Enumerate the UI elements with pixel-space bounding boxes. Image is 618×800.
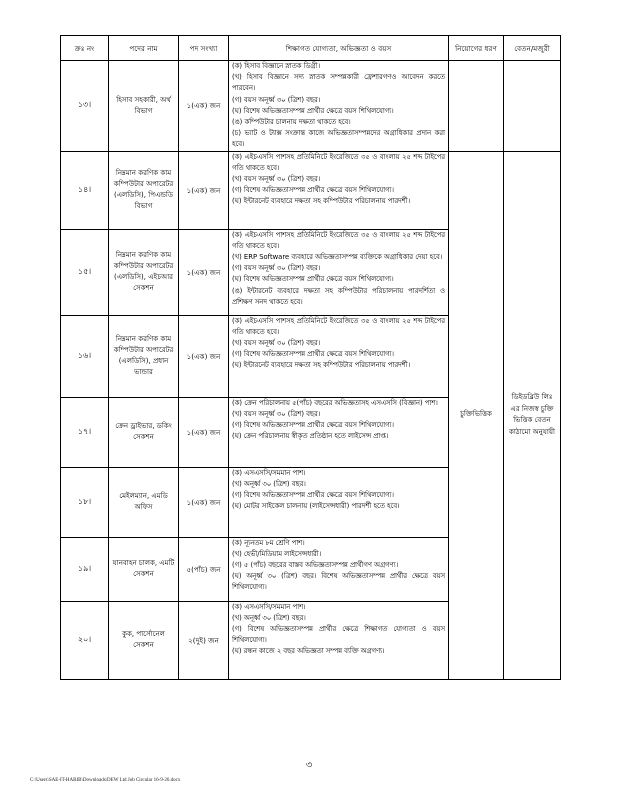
row-post-count: ১(এক) জন [179,61,229,152]
appointment-type-cell: চুক্তিভিত্তিক [449,151,504,679]
row-serial: ২০। [61,601,109,679]
requirement-item: (গ) বিশেষ অভিজ্ঞতাসম্পন্ন প্রার্থীর ক্ষেত্রে বয়স শিথিলযোগ্য। [232,491,394,500]
row-post-name: কুক, পার্সোনেল সেকশন [109,601,179,679]
row-post-count: ১(এক) জন [179,229,229,315]
requirement-item: (ক) এইচএসসি পাশসহ প্রতিমিনিটে ইংরেজিতে ৩৫ ও বাংলায় ২৫ শব্দ টাইপের গতি থাকতে হবে। [232,316,445,336]
header-post-name: পদের নাম [109,36,179,61]
header-salary: বেতন/মজুরী [504,36,561,61]
requirement-item: (ঘ) বিশেষ অভিজ্ঞতাসম্পন্ন প্রার্থীর ক্ষেত্রে বয়স শিথিলযোগ্য। [232,275,394,284]
row-requirements [229,151,449,229]
row-serial: ১৪। [61,151,109,229]
row-requirements [229,229,449,315]
salary-cell: ডিইডব্লিউ লিঃ এর নিজস্ব চুক্তি ভিত্তিক বেতন কাঠামো অনুযায়ী [504,151,561,679]
row-requirements [229,61,449,152]
row-post-count: ২(দুই) জন [179,601,229,679]
requirement-item: (খ) অনূর্ধ্ব ৩০ (ত্রিশ) বছর। [232,613,306,622]
header-serial: ক্রঃ নং [61,36,109,61]
requirement-item: (খ) হিসাব বিজ্ঞানে সদ্য স্নাতক সম্পন্নকারী ফ্রেশারগণও আবেদন করতে পারবেন। [232,73,445,93]
row-post-name: নিম্নমান করণিক কাম কম্পিউটার অপারেটর (এলডিসি), প্রধান ভান্ডার [109,315,179,397]
row-requirements [229,537,449,601]
header-appointment-type: নিয়োগের ধরণ [449,36,504,61]
requirement-item: (ঘ) মোটর সাইকেল চালনায় (লাইসেন্সধারী) পারদর্শী হতে হবে। [232,502,400,511]
requirement-item: (ঘ) ইন্টারনেট ব্যবহারে দক্ষতা সহ কম্পিউটার পরিচালনায় পারদর্শী। [232,361,411,370]
requirement-item: (ঘ) ইন্টারনেট ব্যবহারে দক্ষতা সহ কম্পিউটার পরিচালনায় পারদর্শী। [232,197,411,206]
table-header-row [61,36,561,61]
row-post-count: ১(এক) জন [179,467,229,537]
appointment-type-cell-empty [449,61,504,152]
requirement-item: (ক) এসএসসি/সমমান পাশ। [232,602,306,611]
requirement-item: (ঘ) বিশেষ অভিজ্ঞতাসম্পন্ন প্রার্থীর ক্ষেত্রে বয়স শিথিলযোগ্য। [232,106,394,115]
row-serial: ১৮। [61,467,109,537]
row-serial: ১৬। [61,315,109,397]
requirement-item: (ঘ) অনূর্ধ্ব ৩০ (ত্রিশ) বছর। বিশেষ অভিজ্ঞতাসম্পন্ন প্রার্থীর ক্ষেত্রে বয়স শিথিলযোগ্য। [232,572,445,592]
requirement-item: (গ) বয়স অনূর্ধ্ব ৩০ (ত্রিশ) বছর। [232,264,321,273]
requirement-item: (গ) বিশেষ অভিজ্ঞতাসম্পন্ন প্রার্থীর ক্ষেত্রে বয়স শিথিলযোগ্য। [232,186,394,195]
row-post-count: ১(এক) জন [179,397,229,467]
requirement-item: (খ) অনূর্ধ্ব ৩০ (ত্রিশ) বছর। [232,479,306,488]
row-serial: ১৩। [61,61,109,152]
requirement-item: (গ) বিশেষ অভিজ্ঞতাসম্পন্ন প্রার্থীর ক্ষেত্রে শিক্ষাগত যোগ্যতা ও বয়স শিথিলযোগ্য। [232,625,445,645]
requirement-item: (গ) বিশেষ অভিজ্ঞতাসম্পন্ন প্রার্থীর ক্ষেত্রে বয়স শিথিলযোগ্য। [232,350,394,359]
row-post-name: মেইলম্যান, এমডি অফিস [109,467,179,537]
row-requirements [229,315,449,397]
row-post-name: নিম্নমান করণিক কাম কম্পিউটার অপারেটর (এলডিসি), এইচআর সেকশন [109,229,179,315]
file-path-footer: C:\Users\SAE-IT-HABIB\Downloads\DEW Ltd Job Circular 16-9-26.docx [30,778,181,783]
row-requirements [229,601,449,679]
row-serial: ১৯। [61,537,109,601]
row-requirements [229,397,449,467]
requirement-item: (খ) হেভী/মিডিয়াম লাইসেন্সধারী। [232,549,322,558]
requirement-item: (খ) বয়স অনূর্ধ্ব ৩০ (ত্রিশ) বছর। [232,175,321,184]
table-row [61,61,561,152]
requirement-item: (ক) হিসাব বিজ্ঞানে স্নাতক ডিগ্রী। [232,62,320,70]
requirement-item: (চ) ভ্যাট ও ট্যাক্স সংক্রান্ত কাজে অভিজ্ঞতাসম্পন্নদের অগ্রাধিকার প্রদান করা হবে। [232,129,445,149]
row-post-count: ১(এক) জন [179,315,229,397]
requirement-item: (ক) এইচএসসি পাশসহ প্রতিমিনিটে ইংরেজিতে ৩৫ ও বাংলায় ২৫ শব্দ টাইপের গতি থাকতে হবে। [232,230,445,250]
header-post-count: পদ সংখ্যা [179,36,229,61]
requirement-item: (ক) এসএসসি/সমমান পাশ। [232,468,306,477]
row-serial: ১৫। [61,229,109,315]
header-requirements: শিক্ষাগত যোগ্যতা, অভিজ্ঞতা ও বয়স [229,36,449,61]
row-post-name: যানবাহন চালক, এমটি সেকশন [109,537,179,601]
job-circular-table [60,35,561,680]
requirement-item: (গ) ৫ (পাঁচ) বছরের বাস্তব অভিজ্ঞতাসম্পন্ন প্রার্থীগণ অগ্রগণ্য। [232,561,399,570]
requirement-item: (ক) ক্রেন পরিচালনায় ৫(পাঁচ) বছরের অভিজ্ঞতাসহ এসএসসি (বিজ্ঞান) পাশ। [232,398,438,407]
requirement-item: (গ) বয়স অনূর্ধ্ব ৩০ (ত্রিশ) বছর। [232,95,321,104]
row-post-name: ক্রেন ড্রাইভার, ডকিং সেকশন [109,397,179,467]
row-post-count: ৫(পাঁচ) জন [179,537,229,601]
requirement-item: (ঘ) ক্রেন পরিচালনায় স্বীকৃত প্রতিষ্ঠান হতে লাইসেন্স প্রাপ্ত। [232,432,389,441]
row-serial: ১৭। [61,397,109,467]
salary-cell-empty [504,61,561,152]
row-post-name: নিম্নমান করণিক কাম কম্পিউটার অপারেটর (এলডিসি), পিএন্ডডি বিভাগ [109,151,179,229]
requirement-item: (খ) বয়স অনূর্ধ্ব ৩০ (ত্রিশ) বছর। [232,409,321,418]
requirement-item: (ক) এইচএসসি পাশসহ প্রতিমিনিটে ইংরেজিতে ৩৫ ও বাংলায় ২৫ শব্দ টাইপের গতি থাকতে হবে। [232,152,445,172]
requirement-item: (ঘ) রন্ধন কাজে ২ বছর অভিজ্ঞতা সম্পন্ন ব্যক্তি অগ্রগণ্য। [232,647,385,656]
requirement-item: (ঙ) ইন্টারনেট ব্যবহারে দক্ষতা সহ কম্পিউটার পরিচালনায় পারদর্শিতা ও প্রশিক্ষণ সনদ থাকতে হবে। [232,286,445,306]
requirement-item: (ক) ন্যূনতম ৮ম শ্রেণি পাশ। [232,538,305,547]
row-post-name: হিসাব সহকারী, অর্থ বিভাগ [109,61,179,152]
requirement-item: (খ) ERP Software ব্যবহারে অভিজ্ঞতাসম্পন্ন ব্যক্তিকে অগ্রাধিকার দেয়া হবে। [232,253,443,262]
requirement-item: (ঙ) কম্পিউটার চালনায় দক্ষতা থাকতে হবে। [232,118,351,127]
table-row [61,151,561,229]
row-post-count: ১(এক) জন [179,151,229,229]
row-requirements [229,467,449,537]
requirement-item: (গ) বিশেষ অভিজ্ঞতাসম্পন্ন প্রার্থীর ক্ষেত্রে বয়স শিথিলযোগ্য। [232,421,394,430]
requirement-item: (খ) বয়স অনূর্ধ্ব ৩০ (ত্রিশ) বছর। [232,339,321,348]
page-number: ৩ [305,760,313,771]
